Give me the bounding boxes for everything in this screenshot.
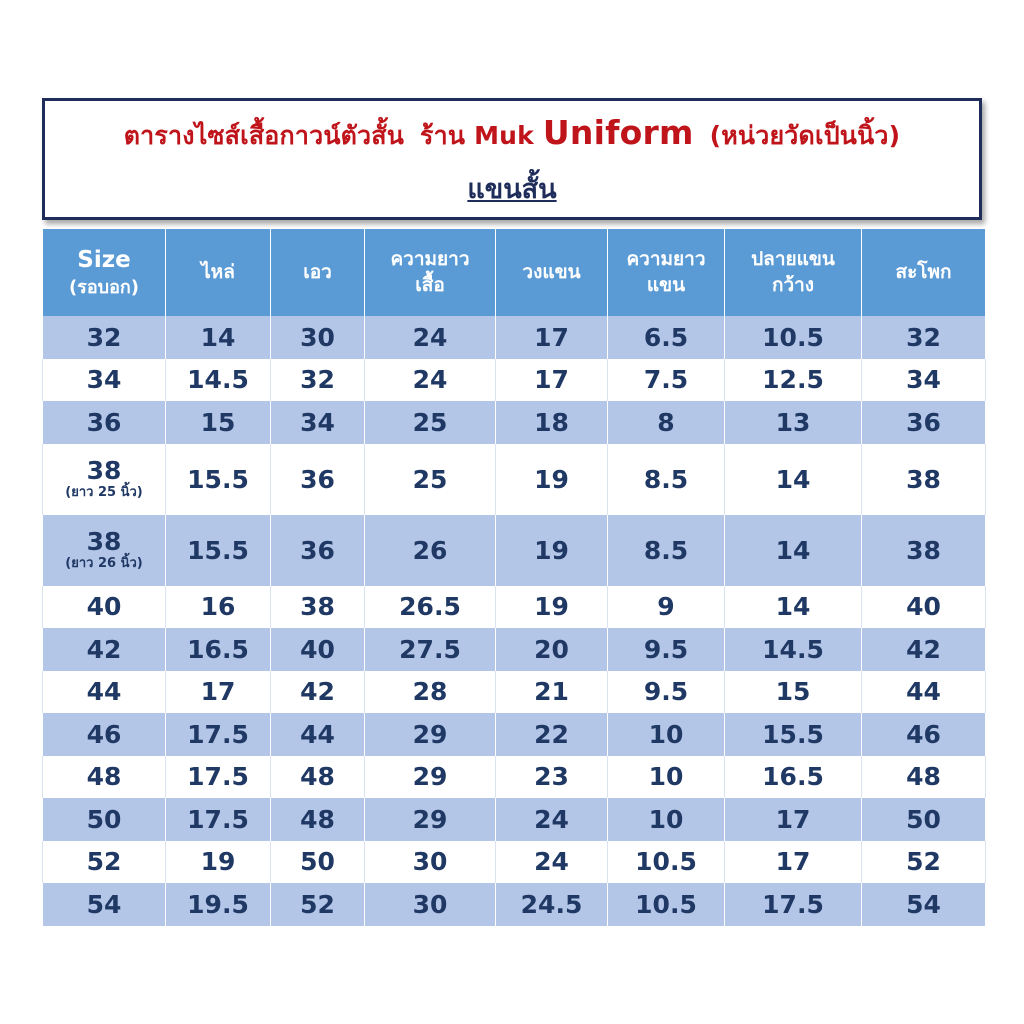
cell-hip: 54 (862, 883, 986, 926)
header-cuff (725, 229, 862, 316)
cell-hip: 48 (862, 756, 986, 799)
cell-hip: 42 (862, 628, 986, 671)
cell-shoulder: 15.5 (166, 444, 271, 515)
cell-hip: 50 (862, 798, 986, 841)
cell-shoulder: 16.5 (166, 628, 271, 671)
size-value: 54 (86, 889, 122, 919)
unit-note: (หน่วยวัดเป็นนิ้ว) (709, 121, 901, 150)
table-row (43, 798, 986, 841)
table-body (43, 316, 986, 926)
cell-cuff: 10.5 (725, 316, 862, 359)
cell-cuff: 17 (725, 841, 862, 884)
cell-hip: 46 (862, 713, 986, 756)
cell-sleeve: 8.5 (608, 444, 725, 515)
table-row (43, 671, 986, 714)
cell-sleeve: 10 (608, 756, 725, 799)
cell-hip: 52 (862, 841, 986, 884)
cell-size (43, 628, 166, 671)
cell-armhole: 24 (496, 841, 608, 884)
size-note: (ยาว 26 นิ้ว) (65, 555, 143, 571)
cell-cuff: 15 (725, 671, 862, 714)
cell-length: 29 (365, 756, 496, 799)
table-row (43, 316, 986, 359)
cell-shoulder: 14.5 (166, 359, 271, 402)
cell-sleeve: 9.5 (608, 671, 725, 714)
cell-shoulder: 14 (166, 316, 271, 359)
cell-length: 28 (365, 671, 496, 714)
cell-armhole: 18 (496, 401, 608, 444)
cell-sleeve: 10.5 (608, 883, 725, 926)
cell-waist: 36 (271, 444, 365, 515)
table-row (43, 756, 986, 799)
cell-armhole: 24.5 (496, 883, 608, 926)
cell-cuff: 17.5 (725, 883, 862, 926)
cell-waist: 50 (271, 841, 365, 884)
cell-waist: 48 (271, 756, 365, 799)
size-value: 44 (86, 677, 122, 706)
cell-length: 24 (365, 359, 496, 402)
cell-cuff: 14.5 (725, 628, 862, 671)
cell-shoulder: 17.5 (166, 756, 271, 799)
header-length-line2: เสื้อ (415, 273, 445, 296)
cell-armhole: 19 (496, 586, 608, 629)
cell-size (43, 444, 166, 515)
cell-sleeve: 6.5 (608, 316, 725, 359)
cell-length: 30 (365, 841, 496, 884)
cell-waist: 44 (271, 713, 365, 756)
cell-length: 29 (365, 798, 496, 841)
cell-cuff: 17 (725, 798, 862, 841)
cell-length: 25 (365, 444, 496, 515)
header-row (43, 229, 986, 316)
brand-small: Muk (474, 121, 535, 150)
cell-armhole: 20 (496, 628, 608, 671)
table-row (43, 713, 986, 756)
cell-size (43, 883, 166, 926)
table-row (43, 841, 986, 884)
header-armhole: วงแขน (496, 229, 608, 316)
cell-hip: 38 (862, 515, 986, 586)
size-table (42, 229, 986, 926)
cell-length: 26 (365, 515, 496, 586)
header-cuff-line2: กว้าง (771, 273, 815, 296)
cell-armhole: 22 (496, 713, 608, 756)
chart-title (45, 113, 979, 156)
cell-size (43, 671, 166, 714)
cell-armhole: 19 (496, 515, 608, 586)
cell-size (43, 515, 166, 586)
cell-size (43, 359, 166, 402)
cell-hip: 38 (862, 444, 986, 515)
header-hip: สะโพก (862, 229, 986, 316)
cell-cuff: 15.5 (725, 713, 862, 756)
header-size-sub: (รอบอก) (68, 276, 140, 298)
header-shoulder: ไหล่ (166, 229, 271, 316)
cell-cuff: 16.5 (725, 756, 862, 799)
header-waist: เอว (271, 229, 365, 316)
cell-cuff: 13 (725, 401, 862, 444)
cell-shoulder: 15 (166, 401, 271, 444)
cell-size (43, 401, 166, 444)
subtitle: แขนสั้น (467, 174, 557, 205)
cell-waist: 42 (271, 671, 365, 714)
cell-waist: 52 (271, 883, 365, 926)
size-value: 48 (86, 762, 122, 791)
cell-length: 27.5 (365, 628, 496, 671)
size-value: 38 (86, 527, 122, 557)
cell-sleeve: 10 (608, 713, 725, 756)
size-value: 36 (86, 407, 122, 437)
cell-hip: 40 (862, 586, 986, 629)
cell-cuff: 14 (725, 444, 862, 515)
cell-length: 26.5 (365, 586, 496, 629)
table-row (43, 444, 986, 515)
header-size-main: Size (77, 246, 131, 273)
cell-waist: 34 (271, 401, 365, 444)
cell-shoulder: 17 (166, 671, 271, 714)
cell-armhole: 23 (496, 756, 608, 799)
size-value: 40 (86, 592, 122, 621)
cell-sleeve: 10 (608, 798, 725, 841)
table-row (43, 586, 986, 629)
table-row (43, 401, 986, 444)
table-row (43, 359, 986, 402)
header-size (43, 229, 166, 316)
cell-length: 25 (365, 401, 496, 444)
cell-sleeve: 8 (608, 401, 725, 444)
header-length-line1: ความยาว (390, 247, 470, 270)
title-box (42, 98, 982, 220)
header-cuff-line1: ปลายแขน (751, 247, 835, 270)
table-row (43, 883, 986, 926)
cell-size (43, 586, 166, 629)
cell-cuff: 14 (725, 586, 862, 629)
table-row (43, 628, 986, 671)
cell-sleeve: 7.5 (608, 359, 725, 402)
cell-shoulder: 19 (166, 841, 271, 884)
cell-shoulder: 17.5 (166, 798, 271, 841)
cell-hip: 32 (862, 316, 986, 359)
cell-hip: 36 (862, 401, 986, 444)
cell-shoulder: 17.5 (166, 713, 271, 756)
size-value: 38 (86, 456, 122, 486)
cell-waist: 30 (271, 316, 365, 359)
cell-waist: 40 (271, 628, 365, 671)
cell-length: 24 (365, 316, 496, 359)
cell-hip: 44 (862, 671, 986, 714)
cell-length: 30 (365, 883, 496, 926)
cell-waist: 32 (271, 359, 365, 402)
cell-length: 29 (365, 713, 496, 756)
cell-armhole: 17 (496, 316, 608, 359)
cell-armhole: 24 (496, 798, 608, 841)
cell-waist: 38 (271, 586, 365, 629)
size-value: 50 (86, 804, 122, 834)
size-value: 46 (86, 719, 122, 749)
size-note: (ยาว 25 นิ้ว) (65, 484, 143, 500)
cell-sleeve: 10.5 (608, 841, 725, 884)
cell-shoulder: 15.5 (166, 515, 271, 586)
cell-cuff: 14 (725, 515, 862, 586)
cell-size (43, 798, 166, 841)
cell-shoulder: 19.5 (166, 883, 271, 926)
header-sleeve (608, 229, 725, 316)
cell-armhole: 21 (496, 671, 608, 714)
cell-waist: 36 (271, 515, 365, 586)
cell-size (43, 316, 166, 359)
cell-sleeve: 9 (608, 586, 725, 629)
cell-cuff: 12.5 (725, 359, 862, 402)
header-length (365, 229, 496, 316)
size-value: 34 (86, 365, 122, 394)
cell-sleeve: 9.5 (608, 628, 725, 671)
cell-sleeve: 8.5 (608, 515, 725, 586)
cell-armhole: 17 (496, 359, 608, 402)
title-prefix: ตารางไซส์เสื้อกาวน์ตัวสั้น (123, 121, 405, 150)
size-value: 52 (86, 847, 122, 876)
size-value: 42 (86, 634, 122, 664)
brand-big: Uniform (542, 113, 694, 152)
cell-hip: 34 (862, 359, 986, 402)
size-value: 32 (86, 322, 122, 352)
shop-label: ร้าน (420, 121, 466, 150)
cell-size (43, 841, 166, 884)
cell-size (43, 713, 166, 756)
table-row (43, 515, 986, 586)
cell-size (43, 756, 166, 799)
cell-shoulder: 16 (166, 586, 271, 629)
header-sleeve-line2: แขน (646, 273, 686, 296)
header-sleeve-line1: ความยาว (626, 247, 706, 270)
cell-armhole: 19 (496, 444, 608, 515)
cell-waist: 48 (271, 798, 365, 841)
